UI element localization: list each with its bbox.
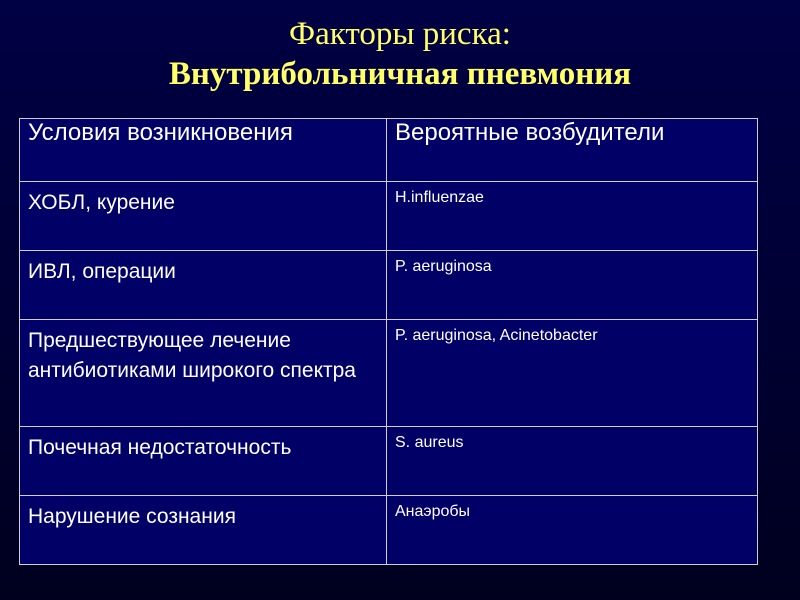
pathogen-cell: H.influenzae	[387, 182, 758, 251]
table-row	[20, 251, 758, 320]
condition-cell: Нарушение сознания	[20, 496, 387, 565]
slide-title-line-1: Факторы риска:	[289, 16, 511, 52]
slide-title	[0, 14, 800, 94]
pathogen-cell: P. aeruginosa, Acinetobacter	[387, 320, 758, 427]
pathogen-cell: S. aureus	[387, 427, 758, 496]
table-row	[20, 427, 758, 496]
table-row	[20, 496, 758, 565]
table-header-row	[20, 119, 758, 182]
condition-cell: ИВЛ, операции	[20, 251, 387, 320]
condition-cell: Предшествующее лечение антибиотиками широкого спектра	[20, 320, 387, 427]
condition-cell: Почечная недостаточность	[20, 427, 387, 496]
pathogen-cell: P. aeruginosa	[387, 251, 758, 320]
table-row	[20, 182, 758, 251]
condition-cell: ХОБЛ, курение	[20, 182, 387, 251]
risk-factors-table	[19, 118, 758, 565]
header-conditions: Условия возникновения	[20, 119, 387, 182]
slide-title-line-2: Внутрибольничная пневмония	[168, 56, 632, 92]
table-row	[20, 320, 758, 427]
pathogen-cell: Анаэробы	[387, 496, 758, 565]
header-pathogens: Вероятные возбудители	[387, 119, 758, 182]
